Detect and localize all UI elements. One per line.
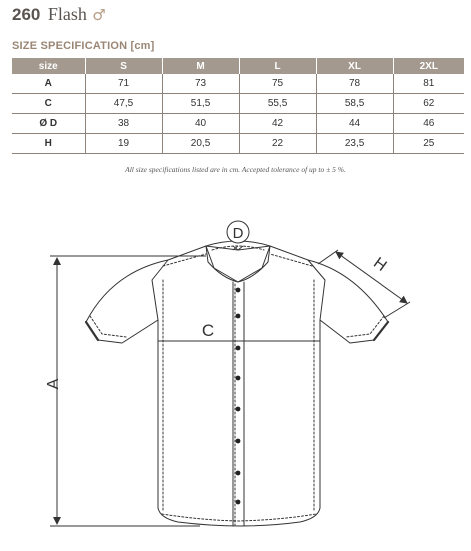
table-cell: 42 — [239, 114, 316, 134]
shirt-button — [236, 376, 241, 381]
shirt-button — [236, 314, 241, 319]
table-cell: 22 — [239, 134, 316, 154]
shirt-button — [236, 288, 241, 293]
table-cell: 46 — [393, 114, 464, 134]
size-spec-table — [12, 58, 464, 154]
row-label: A — [12, 74, 85, 94]
column-header: 2XL — [393, 58, 464, 74]
table-cell: 23,5 — [316, 134, 393, 154]
product-code: 260 — [12, 5, 41, 24]
dimension-h — [318, 250, 410, 318]
label-c: C — [201, 321, 215, 340]
table-cell: 40 — [162, 114, 239, 134]
table-cell: 51,5 — [162, 94, 239, 114]
column-header: M — [162, 58, 239, 74]
table-row — [12, 134, 464, 154]
label-h: H — [370, 254, 390, 275]
male-symbol-icon: ♂ — [92, 6, 106, 24]
shirt-button — [236, 500, 241, 505]
table-row — [12, 94, 464, 114]
table-cell: 75 — [239, 74, 316, 94]
row-label: C — [12, 94, 85, 114]
table-cell: 81 — [393, 74, 464, 94]
column-header: S — [85, 58, 162, 74]
button-group — [236, 288, 241, 505]
shirt-button — [236, 407, 241, 412]
shirt-button — [236, 471, 241, 476]
table-cell: 25 — [393, 134, 464, 154]
label-d: D — [232, 225, 244, 242]
row-label: H — [12, 134, 85, 154]
tolerance-note: All size specifications listed are in cm. Accepted tolerance of up to ± 5 %. — [125, 165, 346, 174]
table-cell: 47,5 — [85, 94, 162, 114]
dimension-a — [50, 256, 206, 526]
column-header: size — [12, 58, 85, 74]
table-cell: 58,5 — [316, 94, 393, 114]
table-cell: 38 — [85, 114, 162, 134]
table-row — [12, 114, 464, 134]
table-cell: 19 — [85, 134, 162, 154]
table-cell: 73 — [162, 74, 239, 94]
column-header: XL — [316, 58, 393, 74]
table-header-row — [12, 58, 464, 74]
table-cell: 78 — [316, 74, 393, 94]
table-cell: 20,5 — [162, 134, 239, 154]
label-a: A — [45, 378, 62, 390]
section-heading: SIZE SPECIFICATION [cm] — [12, 40, 155, 52]
shirt-diagram — [0, 210, 471, 545]
product-name: Flash — [47, 4, 87, 24]
table-cell: 62 — [393, 94, 464, 114]
table-cell: 71 — [85, 74, 162, 94]
table-cell: 44 — [316, 114, 393, 134]
table-cell: 55,5 — [239, 94, 316, 114]
shirt-button — [236, 346, 241, 351]
column-header: L — [239, 58, 316, 74]
table-row — [12, 74, 464, 94]
shirt-button — [236, 439, 241, 444]
product-title — [12, 4, 106, 28]
row-label: Ø D — [12, 114, 85, 134]
